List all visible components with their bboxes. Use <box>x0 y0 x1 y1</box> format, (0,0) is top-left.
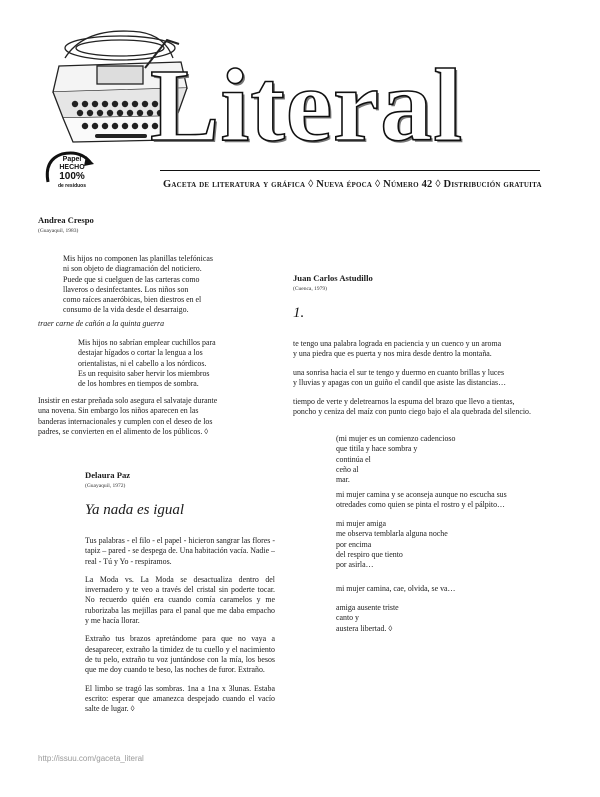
poem-line: padres, se convierten en el alimento de los públicos. ◊ <box>38 426 209 436</box>
poem-line: una novena. Sin embargo los niños aparecen en las <box>38 406 199 416</box>
poem-line: mi mujer camina, cae, olvida, se va… <box>336 584 456 593</box>
poem-title: Ya nada es igual <box>85 502 185 518</box>
masthead-title: Literal <box>150 48 464 163</box>
author-name: Andrea Crespo <box>38 215 94 225</box>
badge-line: 100% <box>59 171 85 182</box>
poem-stanza <box>336 584 455 594</box>
poem-line: Puede que si cuelguen de las carteras como <box>63 274 200 284</box>
recycled-paper-badge <box>40 148 98 188</box>
badge-line: de residuos <box>57 183 87 189</box>
poem-line: poncho y ceniza del maíz con punto ciego bajo el ala quebrada del silencio. <box>293 407 531 417</box>
poem-stanza <box>78 338 216 389</box>
poem-line: Insistir en estar preñada solo asegura el salvataje durante <box>38 396 218 405</box>
poem-stanza <box>336 603 399 634</box>
poem-line: por asirla… <box>336 560 374 570</box>
poem-line: Mis hijos no componen las planillas telefónicas <box>63 254 213 263</box>
poem-line: orientalistas, ni el cabello a los nórdicos. <box>78 358 207 368</box>
footer-url[interactable]: http://issuu.com/gaceta_literal <box>38 754 144 763</box>
poem-line: y lluvias y apagas con un guiño el candil que asiste las distancias… <box>293 378 506 388</box>
poem-line: me observa temblarla alguna noche <box>336 529 448 539</box>
poem-stanza <box>336 519 448 570</box>
author-origin: (Guayaquil, 1983) <box>38 228 79 234</box>
poem-stanza <box>293 339 501 360</box>
badge-line: Papel <box>62 156 82 163</box>
poem-line: mar. <box>336 475 350 485</box>
badge-line: HECHO <box>59 164 85 171</box>
poem-line: canto y <box>336 613 360 623</box>
poem-line: Mis hijos no sabrían emplear cuchillos para <box>78 338 216 347</box>
poem-line: y una piedra que es puerta y nos mira desde dentro la montaña. <box>293 349 492 359</box>
section-number: 1. <box>293 305 305 321</box>
poem-line: del respiro que tiento <box>336 549 403 559</box>
poem-line: tiempo de verte y deletrearnos la espuma del brazo que llevo a tientas, <box>293 397 515 406</box>
poem-line: ceño al <box>336 464 359 474</box>
author-origin: (Cuenca, 1979) <box>293 286 327 292</box>
poem-line: otredades como quien se pinta el rostro y el pálpito… <box>336 500 505 510</box>
poem-stanza <box>336 490 507 511</box>
poem-line: mi mujer camina y se aconseja aunque no escucha sus <box>336 490 507 499</box>
masthead-subtitle: Gaceta de literatura y gráfica ◊ Nueva época ◊ Número 42 ◊ Distribución gratuita <box>163 179 542 190</box>
poem-line: por encima <box>336 539 372 549</box>
poem-line: como raíces anaeróbicas, bien diestros en el <box>63 295 202 305</box>
poem-line: que titila y hace sombra y <box>336 444 418 454</box>
poem-line: mi mujer amiga <box>336 519 386 528</box>
italic-line: traer carne de cañón a la quinta guerra <box>38 319 165 328</box>
poem-line: Es un requisito saber hervir los miembros <box>78 368 210 378</box>
poem-line: continúa el <box>336 454 371 464</box>
poem-stanza <box>293 397 531 418</box>
masthead-rule <box>160 170 540 171</box>
author-name: Juan Carlos Astudillo <box>293 273 373 283</box>
poem-line: llaveros o desinfectantes. Los niños son <box>63 284 189 294</box>
poem-stanza <box>336 434 455 485</box>
poem-stanza <box>38 396 217 437</box>
poem-line: consumo de la vida desde el desarraigo. <box>63 305 189 315</box>
poem-line: austera libertad. ◊ <box>336 623 393 633</box>
prose-body <box>85 536 275 722</box>
paragraph: La Moda vs. La Moda se desactualiza dentro del invernadero y te veo a través del cristal sin poderte tocar. No recuerdo quién era cuando comía caramelos y me ruborizaba las mejillas para el panal que me daba empacho y me hacía llorar. <box>85 574 275 626</box>
poem-line: ni son objeto de diagramación del noticiero. <box>63 264 202 274</box>
poem-line: (mi mujer es un comienzo cadencioso <box>336 434 456 443</box>
poem-stanza <box>63 254 213 316</box>
poem-line: amiga ausente triste <box>336 603 399 612</box>
poem-line: destajar hígados o cortar la lengua a los <box>78 348 203 358</box>
poem-line: te tengo una palabra lograda en paciencia y un cuenco y un aroma <box>293 339 502 348</box>
poem-line: de los hombres en tiempos de sombra. <box>78 379 199 389</box>
poem-line: una sonrisa hacia el sur te tengo y duermo en cuanto brillas y luces <box>293 368 505 377</box>
author-origin: (Guayaquil, 1972) <box>85 483 126 489</box>
poem-line: banderas internacionales y cumplen con el deseo de los <box>38 416 213 426</box>
poem-stanza <box>293 368 506 389</box>
paragraph: El limbo se tragó las sombras. 1na a 1na x 3lunas. Estaba escrito: esperar que amanezca despejado cuando el vacío salte de lugar. ◊ <box>85 683 275 714</box>
author-name: Delaura Paz <box>85 470 131 480</box>
paragraph: Tus palabras - el filo - el papel - hicieron sangrar las flores - tapiz – pared - se despega de. Una habitación vacía. Nadie – real - Tú y Yo - respiramos. <box>85 536 275 566</box>
paragraph: Extraño tus brazos apretándome para que no vaya a desaparecer, extraño la timidez de tu cuello y el nacimiento de tu pelo, extraño tu voz juntándose con la mía, los besos que me doy cuando te beso, las noches de furor. Extraño. <box>85 634 275 675</box>
